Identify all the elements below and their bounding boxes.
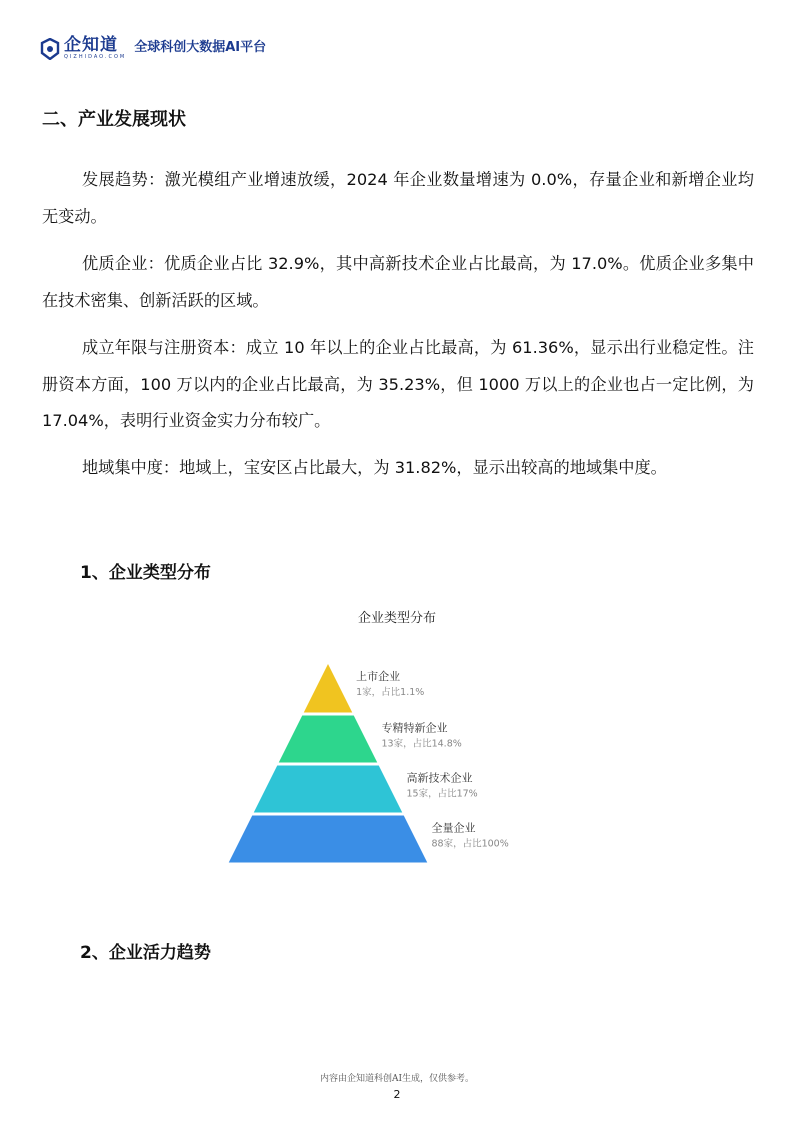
pyramid-layers <box>229 664 509 863</box>
brand-subtitle: QIZHIDAO.COM <box>64 54 127 60</box>
page-number: 2 <box>393 1088 401 1101</box>
paragraph-trend: 发展趋势：激光模组产业增速放缓，2024 年企业数量增速为 0.0%，存量企业和新增企业均无变动。 <box>42 170 754 226</box>
pyramid-layer-3 <box>229 816 428 863</box>
pyramid-detail-1: 13家，占比14.8% <box>381 738 462 750</box>
pyramid-layer-0 <box>304 664 353 713</box>
enterprise-type-chart <box>200 600 600 880</box>
brand-logo-icon <box>40 38 60 60</box>
pyramid-detail-0: 1家，占比1.1% <box>356 687 425 698</box>
pyramid-label-1: 专精特新企业 <box>381 721 448 735</box>
pyramid-layer-2 <box>254 766 403 813</box>
pyramid-detail-2: 15家，占比17% <box>406 788 478 800</box>
pyramid-layer-1 <box>279 716 378 763</box>
paragraph-age-capital: 成立年限与注册资本：成立 10 年以上的企业占比最高，为 61.36%，显示出行业稳定性。注册资本方面，100 万以内的企业占比最高，为 35.23%，但 1000 万以上的企业也占一定比例，为 17.04%，表明行业资金实力分布较广。 <box>42 338 754 430</box>
section-title: 二、产业发展现状 <box>42 109 186 130</box>
brand-block <box>64 36 126 61</box>
pyramid-detail-3: 88家，占比100% <box>431 838 509 850</box>
pyramid-label-3: 全量企业 <box>431 821 476 835</box>
brand-tagline: 全球科创大数据AI平台 <box>134 40 267 55</box>
footer-disclaimer: 内容由企知道科创AI生成，仅供参考。 <box>319 1074 475 1084</box>
chart-title: 企业类型分布 <box>357 611 437 626</box>
header-logo <box>40 36 266 61</box>
subsection-title-type: 1、企业类型分布 <box>80 563 211 583</box>
paragraph-region: 地域集中度：地域上，宝安区占比最大，为 31.82%，显示出较高的地域集中度。 <box>82 458 667 477</box>
pyramid-chart-svg <box>200 600 600 880</box>
subsection-title-vitality: 2、企业活力趋势 <box>80 943 211 963</box>
brand-name: 企知道 <box>64 35 118 55</box>
pyramid-label-2: 高新技术企业 <box>406 771 473 785</box>
pyramid-label-0: 上市企业 <box>356 670 401 683</box>
paragraph-quality: 优质企业：优质企业占比 32.9%，其中高新技术企业占比最高，为 17.0%。优质企业多集中在技术密集、创新活跃的区域。 <box>42 254 754 310</box>
